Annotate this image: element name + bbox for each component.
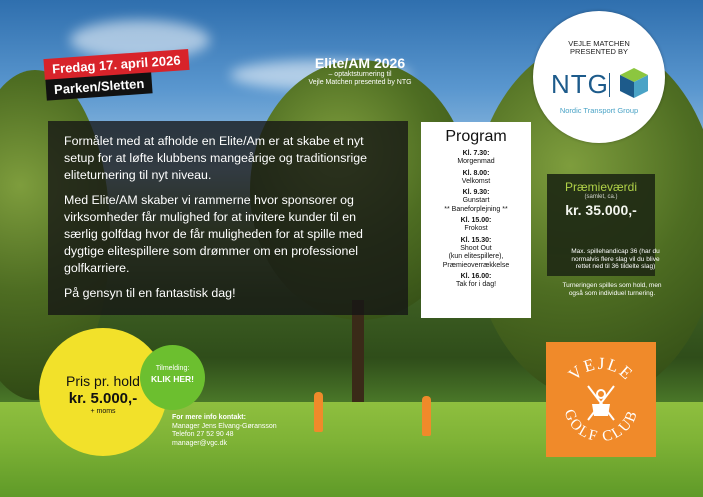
contact-email[interactable]: manager@vgc.dk	[172, 440, 227, 448]
intro-paragraph-2: Med Elite/AM skaber vi rammerne hvor sponsorer og virksomheder får mulighed for at invitere kunder til en særlig golfdag hvor de får muligheden for at spille med dygtige elitespillere som drømmer om en professionel golfkarriere.	[64, 193, 363, 275]
program-extra: Præmieoverrækkelse	[442, 261, 510, 269]
club-logo-icon	[546, 342, 656, 457]
prize-subtitle: (samlet, ca.)	[584, 194, 618, 200]
signup-cta: KLIK HER!	[151, 374, 194, 384]
program-text: Morgenmad	[457, 158, 495, 166]
program-time: Kl. 9.30:	[462, 189, 490, 197]
logo-divider	[609, 73, 610, 97]
date-tag: Fredag 17. april 2026	[43, 49, 189, 80]
badge-line-1: VEJLE MATCHEN	[568, 39, 630, 48]
contact-heading: For mere info kontakt:	[172, 414, 246, 421]
handicap-note: Max. spillehandicap 36 (har du normalvis flere slag vil du blive rettet ned til 36 tildelte slag)	[571, 248, 660, 270]
program-text: Gunstart	[462, 197, 490, 205]
program-item	[421, 273, 531, 290]
program-item	[421, 170, 531, 187]
contact-name: Manager Jens Elvang-Gøransson	[172, 422, 277, 430]
program-item	[421, 217, 531, 234]
intro-text-box	[48, 121, 408, 315]
program-box	[421, 122, 531, 318]
program-title: Program	[445, 128, 507, 145]
club-logo-box	[546, 342, 656, 457]
club-logo-bottom-text: GOLF CLUB	[560, 407, 642, 446]
price-vat: + moms	[90, 408, 116, 415]
program-text: Frokost	[464, 225, 488, 233]
program-text: Shoot Out	[460, 244, 492, 252]
intro-paragraph-1: Formålet med at afholde en Elite/Am er at skabe et nyt setup for at løfte klubbens mangeårige og traditionsrige eliteturnering til nyt niveau.	[64, 134, 368, 182]
price-label: Pris pr. hold	[66, 373, 140, 389]
program-text: Velkomst	[461, 177, 491, 185]
program-extra: (kun elitespillere),	[448, 253, 504, 261]
format-note: Turneringen spilles som hold, men også som individuel turnering.	[562, 282, 662, 297]
program-time: Kl. 16.00:	[460, 272, 492, 280]
ntg-cube-icon	[618, 66, 650, 100]
location-tag: Parken/Sletten	[45, 72, 153, 100]
signup-label: Tilmelding:	[155, 365, 190, 372]
program-text: Tak for i dag!	[455, 281, 497, 289]
signup-button[interactable]	[140, 345, 205, 410]
program-item	[421, 189, 531, 214]
intro-paragraph-3: På gensyn til en fantastisk dag!	[64, 286, 236, 300]
program-item	[421, 150, 531, 167]
event-subtitle-2: Vejle Matchen presented by NTG	[308, 79, 412, 86]
golfer-figure	[314, 392, 323, 432]
program-time: Kl. 15.30:	[460, 236, 492, 244]
sponsor-badge	[533, 11, 665, 143]
program-time: Kl. 8.00:	[462, 169, 490, 177]
program-extra: ** Baneforplejning **	[444, 205, 508, 213]
ntg-logo-text: NTG	[551, 69, 609, 99]
ntg-company-name: Nordic Transport Group	[559, 106, 639, 115]
price-value: kr. 5.000,-	[68, 390, 138, 407]
program-item	[421, 237, 531, 270]
prize-title: Præmieværdi	[564, 180, 637, 194]
prize-value: kr. 35.000,-	[565, 202, 637, 219]
event-title-block	[300, 55, 420, 87]
program-time: Kl. 7.30:	[462, 150, 490, 157]
club-logo-top-text: VEJLE	[564, 353, 638, 385]
program-time: Kl. 15.00:	[460, 217, 492, 225]
badge-heading	[533, 40, 665, 56]
contact-phone: Telefon 27 52 90 48	[172, 431, 234, 439]
contact-block	[172, 414, 277, 449]
golfer-figure	[422, 396, 431, 436]
event-title: Elite/AM 2026	[314, 55, 406, 71]
event-subtitle-1: – optaktsturnering til	[328, 71, 392, 78]
svg-text:VEJLE	[565, 354, 638, 384]
badge-line-2: PRESENTED BY	[570, 47, 628, 56]
